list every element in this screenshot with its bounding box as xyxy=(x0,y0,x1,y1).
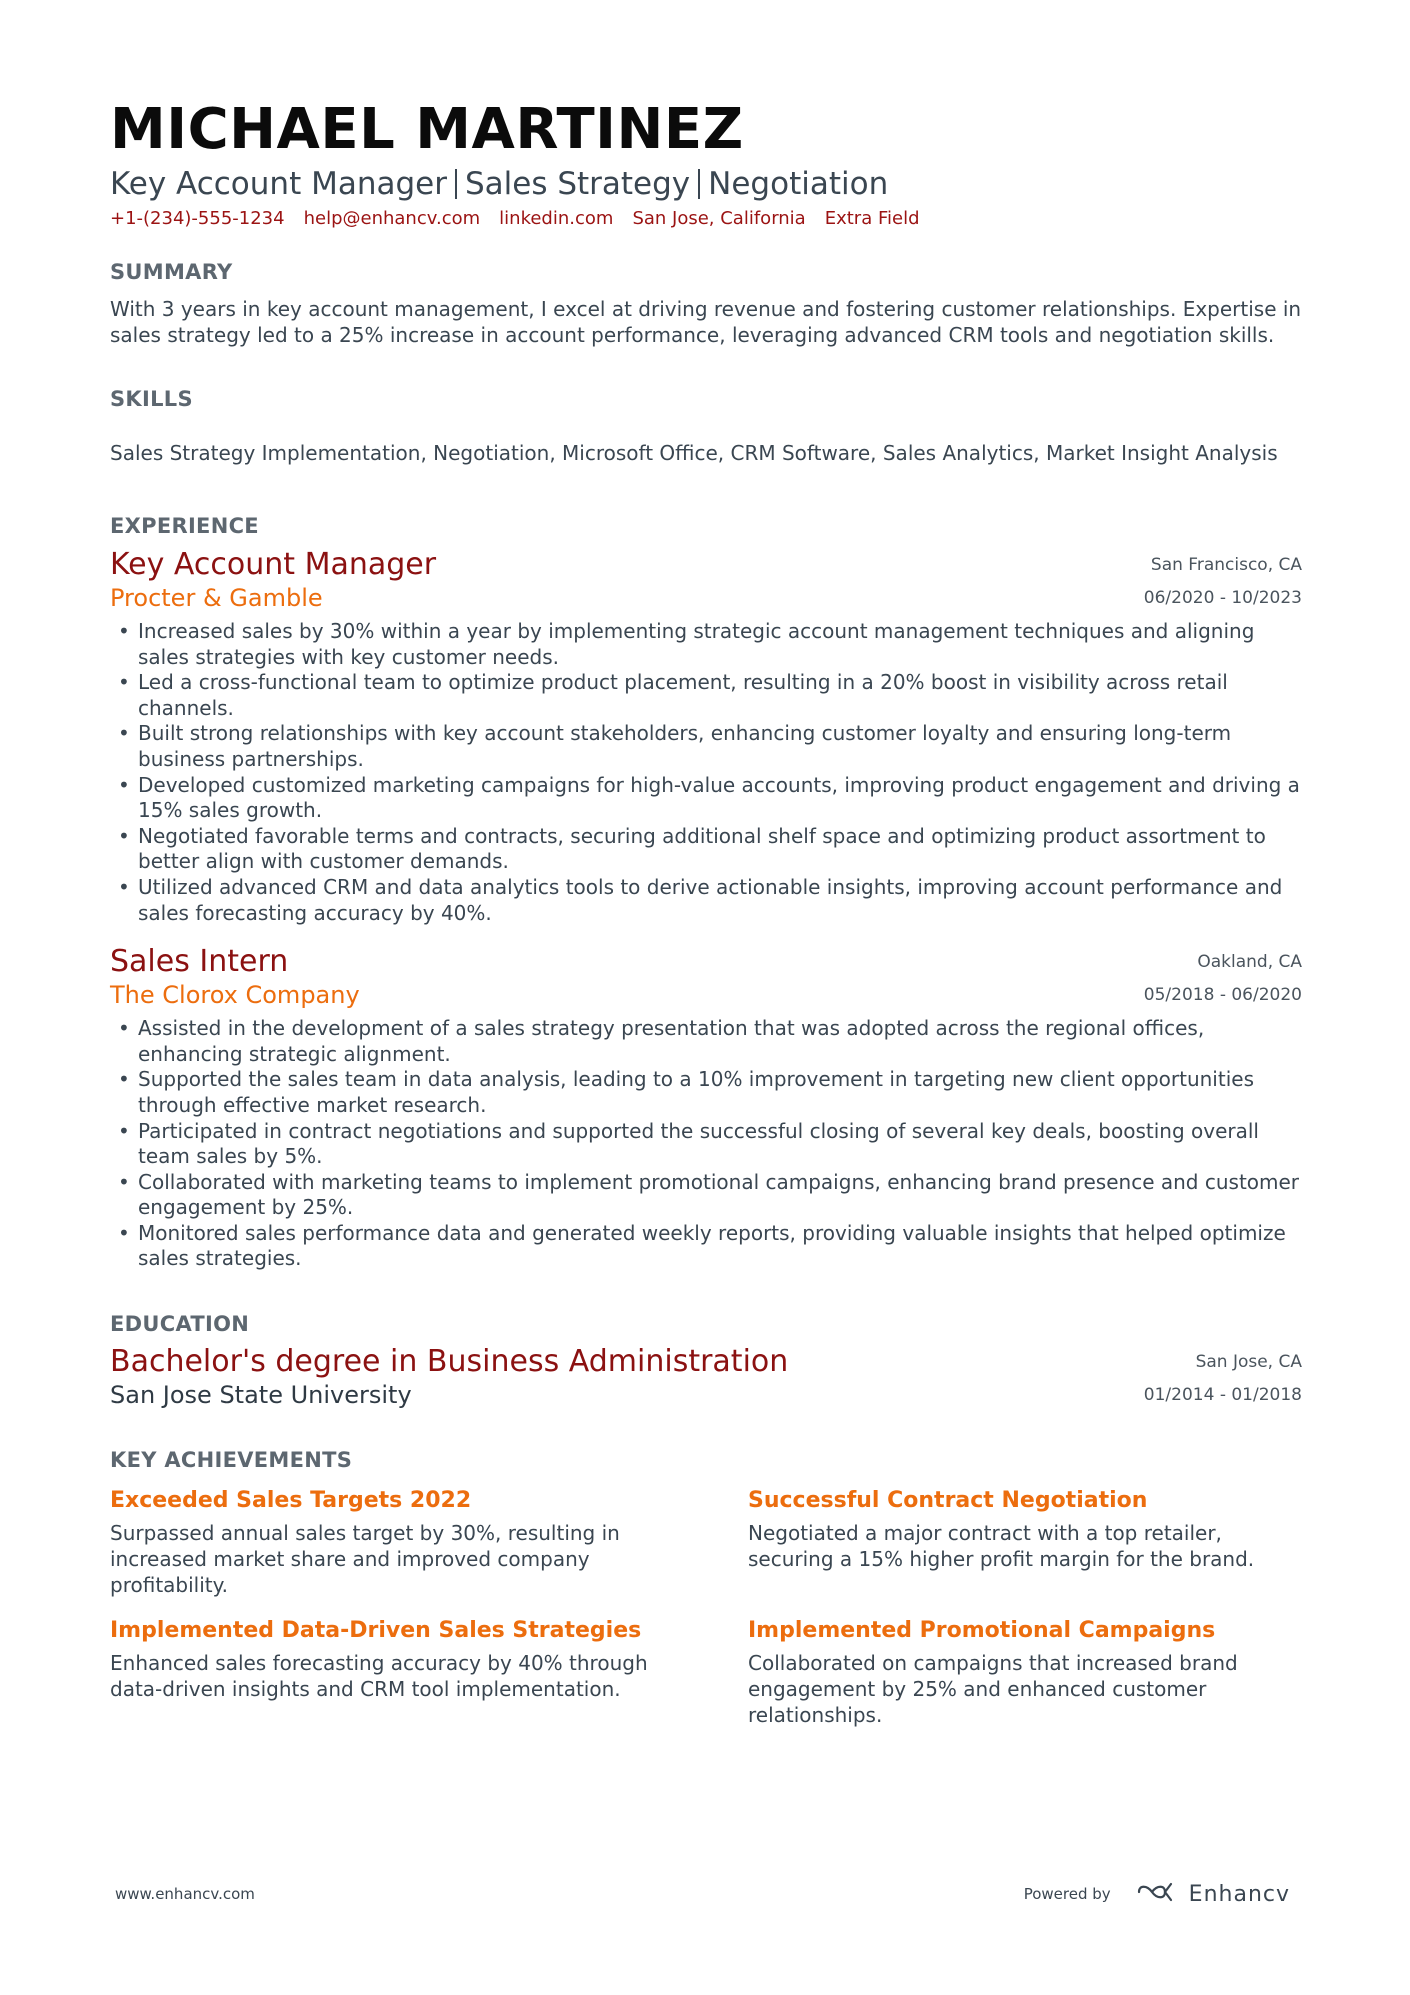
section-title: KEY ACHIEVEMENTS xyxy=(110,1448,353,1473)
company-name: Procter & Gamble xyxy=(110,584,323,612)
job-header xyxy=(110,944,1302,1010)
achievement-desc: Enhanced sales forecasting accuracy by 40% through data-driven insights and CRM tool implementation. xyxy=(110,1651,648,1702)
job-left xyxy=(110,944,360,1010)
bullet-item: • Developed customized marketing campaigns for high-value accounts, improving product engagement and driving a 15% sales growth. xyxy=(110,773,1302,824)
education-left xyxy=(110,1344,788,1410)
achievements-section xyxy=(110,1446,1302,1728)
education-meta xyxy=(1144,1344,1302,1410)
footer-brand xyxy=(1024,1880,1290,1908)
bullet-item: • Collaborated with marketing teams to implement promotional campaigns, enhancing brand presence and customer engagement by 25%. xyxy=(110,1170,1302,1221)
section-title: SKILLS xyxy=(110,387,193,411)
achievement-title: Exceeded Sales Targets 2022 xyxy=(110,1488,472,1514)
job-entry xyxy=(110,944,1302,1272)
candidate-name: MICHAEL MARTINEZ xyxy=(110,97,744,162)
education-location: San Jose, CA xyxy=(1195,1352,1302,1373)
job-meta xyxy=(1144,944,1302,1010)
headline xyxy=(110,164,1302,204)
contact-extra-field: Extra Field xyxy=(824,208,920,229)
headline-separator xyxy=(698,169,700,199)
bullet-item: • Assisted in the development of a sales strategy presentation that was adopted across the regional offices, enhancing strategic alignment. xyxy=(110,1016,1302,1067)
job-entry xyxy=(110,547,1302,926)
footer-website[interactable]: www.enhancv.com xyxy=(115,1885,255,1903)
contact-location: San Jose, California xyxy=(632,208,806,229)
section-title: EDUCATION xyxy=(110,1312,250,1337)
achievement-title: Implemented Promotional Campaigns xyxy=(748,1618,1216,1644)
achievement-item xyxy=(748,1486,1302,1598)
headline-part: Sales Strategy xyxy=(464,166,691,202)
skills-text: Sales Strategy Implementation, Negotiation, Microsoft Office, CRM Software, Sales Analytics, Market Insight Analysis xyxy=(110,441,1278,465)
bullet-item: • Built strong relationships with key account stakeholders, enhancing customer loyalty and ensuring long-term business partnerships. xyxy=(110,721,1302,772)
achievement-item xyxy=(748,1616,1302,1728)
achievement-title: Successful Contract Negotiation xyxy=(748,1488,1148,1514)
headline-part: Negotiation xyxy=(708,166,889,202)
job-left xyxy=(110,547,436,613)
summary-text: With 3 years in key account management, I excel at driving revenue and fostering customer relationships. Expertise in sales strategy led to a 25% increase in account performance, leveraging advanced CRM tools and negotiation skills. xyxy=(110,297,1302,347)
job-dates: 05/2018 - 06/2020 xyxy=(1143,985,1302,1006)
summary-section xyxy=(110,258,1302,348)
headline-part: Key Account Manager xyxy=(110,166,447,202)
achievement-title: Implemented Data-Driven Sales Strategies xyxy=(110,1618,642,1644)
brand-logo[interactable] xyxy=(1135,1880,1290,1908)
bullet-item: • Monitored sales performance data and generated weekly reports, providing valuable insights that helped optimize sales strategies. xyxy=(110,1221,1302,1272)
job-title: Key Account Manager xyxy=(110,547,437,582)
education-section xyxy=(110,1310,1302,1410)
bullet-item: • Supported the sales team in data analysis, leading to a 10% improvement in targeting new client opportunities through effective market research. xyxy=(110,1067,1302,1118)
section-title: SUMMARY xyxy=(110,260,233,284)
contact-email[interactable]: help@enhancv.com xyxy=(303,208,481,229)
brand-name: Enhancv xyxy=(1188,1881,1290,1907)
job-dates: 06/2020 - 10/2023 xyxy=(1143,588,1302,608)
section-title: EXPERIENCE xyxy=(110,514,259,538)
achievements-grid xyxy=(110,1486,1302,1728)
job-bullets xyxy=(110,1016,1302,1272)
achievement-item xyxy=(110,1616,664,1728)
achievement-item xyxy=(110,1486,664,1598)
contact-linkedin[interactable]: linkedin.com xyxy=(499,208,614,229)
bullet-item: • Utilized advanced CRM and data analytics tools to derive actionable insights, improving account performance and sales forecasting accuracy by 40%. xyxy=(110,875,1302,926)
bullet-item: • Increased sales by 30% within a year by implementing strategic account management techniques and aligning sales strategies with key customer needs. xyxy=(110,619,1302,670)
achievement-desc: Surpassed annual sales target by 30%, resulting in increased market share and improved company profitability. xyxy=(110,1521,620,1598)
education-entry xyxy=(110,1344,1302,1410)
achievement-desc: Collaborated on campaigns that increased brand engagement by 25% and enhanced customer relationships. xyxy=(748,1651,1238,1728)
achievement-desc: Negotiated a major contract with a top retailer, securing a 15% higher profit margin for the brand. xyxy=(748,1521,1255,1572)
job-location: San Francisco, CA xyxy=(1150,555,1302,575)
footer xyxy=(115,1880,1290,1908)
contact-bar xyxy=(110,206,1302,232)
education-dates: 01/2014 - 01/2018 xyxy=(1143,1385,1302,1406)
powered-by-label: Powered by xyxy=(1023,1885,1111,1903)
job-title: Sales Intern xyxy=(110,944,289,980)
enhancv-logo-icon xyxy=(1135,1880,1179,1908)
education-header xyxy=(110,1344,1302,1410)
school-name: San Jose State University xyxy=(110,1381,412,1410)
headline-separator xyxy=(455,169,457,199)
bullet-item: • Participated in contract negotiations and supported the successful closing of several key deals, boosting overall team sales by 5%. xyxy=(110,1119,1302,1170)
job-meta xyxy=(1144,547,1302,613)
contact-phone[interactable]: +1-(234)-555-1234 xyxy=(110,208,285,229)
job-location: Oakland, CA xyxy=(1197,952,1302,973)
bullet-item: • Negotiated favorable terms and contracts, securing additional shelf space and optimizing product assortment to better align with customer demands. xyxy=(110,824,1302,875)
job-header xyxy=(110,547,1302,613)
job-bullets xyxy=(110,619,1302,926)
skills-section xyxy=(110,385,1302,466)
bullet-item: • Led a cross-functional team to optimize product placement, resulting in a 20% boost in visibility across retail channels. xyxy=(110,670,1302,721)
experience-section xyxy=(110,512,1302,1272)
company-name: The Clorox Company xyxy=(110,981,360,1010)
degree-title: Bachelor's degree in Business Administration xyxy=(110,1344,789,1380)
